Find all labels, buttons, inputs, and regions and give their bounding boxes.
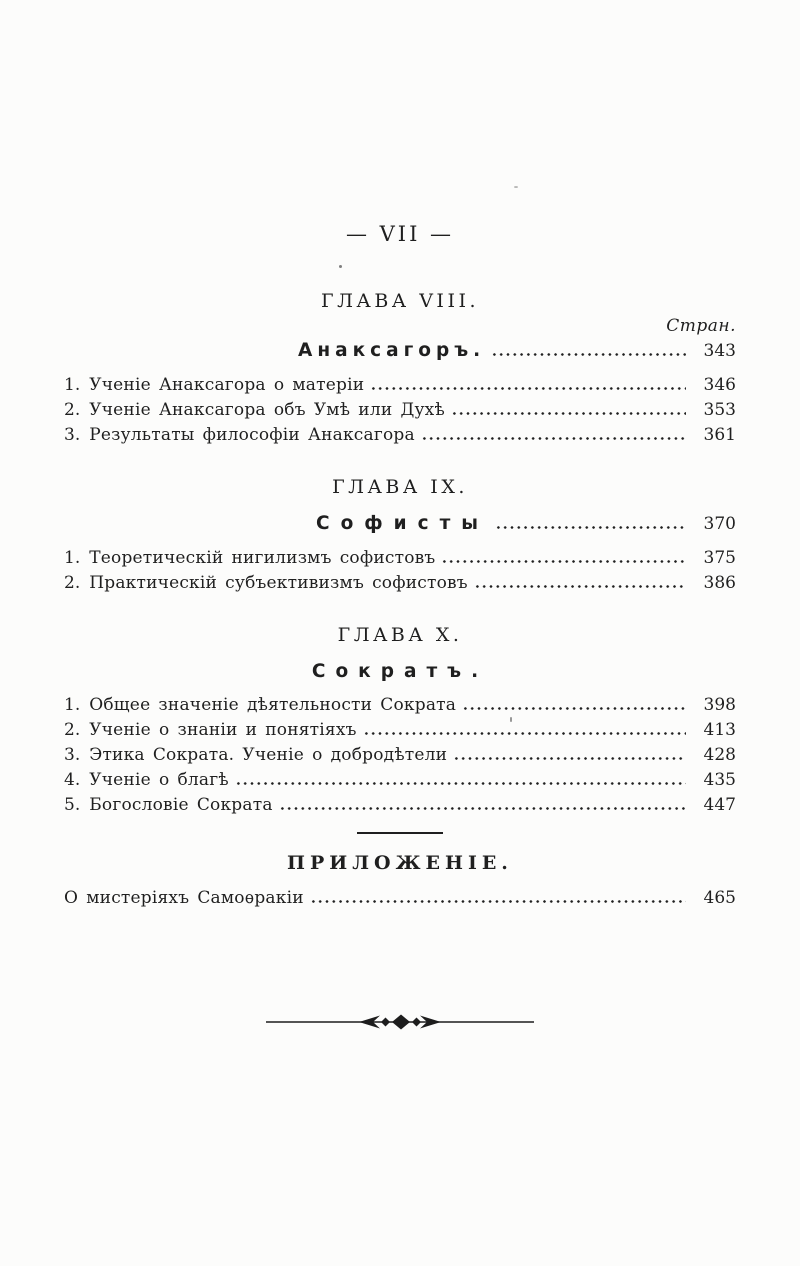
dot-leader: [462, 707, 686, 710]
entry-number: 4.: [64, 770, 81, 790]
entry-number: 1.: [64, 375, 81, 395]
section-rule: [357, 832, 443, 834]
entry-page-number: 413: [703, 720, 736, 740]
entry-page-number: 386: [703, 573, 736, 593]
entry-title: Ученіе Анаксагора о матеріи: [89, 375, 365, 395]
ornament-divider: [64, 1011, 736, 1033]
page-column-label: Стран.: [666, 316, 736, 336]
entry-number: 2.: [64, 573, 81, 593]
scan-speck: [510, 717, 512, 722]
chapter-page-number: 370: [703, 514, 736, 534]
entry-title: Ученіе Анаксагора объ Умѣ или Духѣ: [89, 400, 445, 420]
appendix-heading: ПРИЛОЖЕНІЕ.: [287, 852, 513, 874]
entry-page-number: 346: [703, 375, 736, 395]
chapter-items: [64, 546, 736, 596]
appendix-section: [64, 852, 736, 911]
page-number-heading: — VII —: [345, 222, 455, 246]
entry-title: Практическій субъективизмъ софистовъ: [89, 573, 468, 593]
chapter: [64, 624, 736, 818]
entry-title: Богословіе Сократа: [89, 795, 273, 815]
dot-leader: [310, 900, 686, 903]
entry-title: О мистеріяхъ Самоѳракіи: [64, 888, 304, 908]
chapter-page-number: 343: [703, 341, 736, 361]
chapter-items: [64, 373, 736, 448]
entry-title: Результаты философіи Анаксагора: [89, 425, 415, 445]
dot-leader: [421, 437, 686, 440]
entry-page-number: 435: [703, 770, 736, 790]
entry-number: 2.: [64, 720, 81, 740]
entry-page-number: 375: [703, 548, 736, 568]
entry-number: 3.: [64, 425, 81, 445]
dot-leader: [363, 732, 686, 735]
toc-entry: [64, 743, 736, 768]
entry-number: 5.: [64, 795, 81, 815]
toc-entry: [64, 718, 736, 743]
dot-leader: [491, 353, 686, 356]
chapter-items: [64, 693, 736, 818]
entry-title: Ученіе о благѣ: [89, 770, 229, 790]
entry-title: Общее значеніе дѣятельности Сократа: [89, 695, 457, 715]
chapter-title-row: [64, 338, 736, 364]
chapter-title-row: [64, 659, 736, 684]
entry-title: Этика Сократа. Ученіе о добродѣтели: [89, 745, 448, 765]
entry-page-number: 465: [703, 888, 736, 908]
arrow-diamond-divider-icon: [266, 1011, 534, 1033]
entry-number: 1.: [64, 695, 81, 715]
entry-page-number: 361: [703, 425, 736, 445]
toc-entry: [64, 373, 736, 398]
entry-page-number: 428: [703, 745, 736, 765]
entry-title: Ученіе о знаніи и понятіяхъ: [89, 720, 357, 740]
chapter: [64, 290, 736, 448]
entry-number: 1.: [64, 548, 81, 568]
scan-speck: [514, 186, 518, 188]
toc-entry: [64, 571, 736, 596]
chapter-heading: ГЛАВА X.: [337, 624, 463, 646]
chapter-title: Сократъ.: [311, 661, 489, 682]
chapter-heading: ГЛАВА VIII.: [321, 290, 479, 312]
entry-page-number: 447: [703, 795, 736, 815]
toc-entry: [64, 546, 736, 571]
chapter-title: Анаксагоръ.: [298, 340, 486, 361]
dot-leader: [370, 387, 686, 390]
entry-number: 2.: [64, 400, 81, 420]
dot-leader: [279, 807, 686, 810]
toc-entry: [64, 693, 736, 718]
dot-leader: [453, 757, 686, 760]
toc-entry: [64, 398, 736, 423]
entry-title: Теоретическій нигилизмъ софистовъ: [89, 548, 436, 568]
dot-leader: [474, 585, 686, 588]
dot-leader: [451, 412, 686, 415]
chapter-heading: ГЛАВА IX.: [332, 476, 468, 498]
chapter: [64, 476, 736, 596]
toc-entry: [64, 768, 736, 793]
entry-page-number: 398: [703, 695, 736, 715]
appendix-items: [64, 886, 736, 911]
dot-leader: [441, 560, 686, 563]
toc-entry: [64, 886, 736, 911]
chapter-title-row: [64, 511, 736, 537]
dot-leader: [235, 782, 686, 785]
toc-entry: [64, 793, 736, 818]
entry-number: 3.: [64, 745, 81, 765]
dot-leader: [495, 526, 686, 529]
entry-page-number: 353: [703, 400, 736, 420]
chapter-title: Софисты: [316, 513, 490, 534]
toc-entry: [64, 423, 736, 448]
chapters: [64, 290, 736, 818]
scan-speck: [339, 265, 342, 268]
